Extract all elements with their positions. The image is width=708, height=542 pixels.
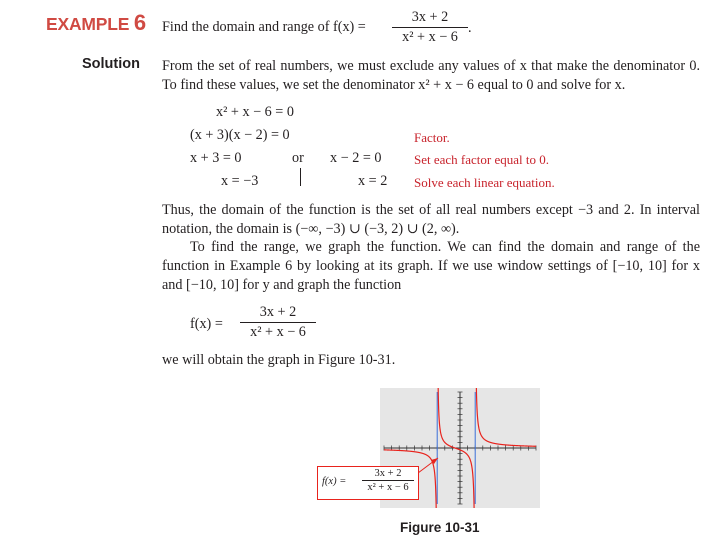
step-4-right: x = 2: [358, 173, 388, 189]
function-label-lhs: f(x) =: [322, 476, 347, 487]
example-fraction-denominator: x² + x − 6: [402, 29, 458, 45]
step-3-or: or: [292, 150, 304, 166]
step-2-note: Factor.: [414, 130, 450, 145]
or-divider-line: [300, 168, 301, 186]
example-number: 6: [133, 10, 146, 35]
function-label-box: [317, 466, 419, 500]
example-prompt: Find the domain and range of f(x) =: [162, 19, 366, 35]
obtain-sentence: we will obtain the graph in Figure 10-31.: [162, 352, 396, 368]
step-2-left: (x + 3)(x − 2) = 0: [190, 127, 290, 143]
example-period: .: [468, 20, 472, 36]
example-fraction-numerator: 3x + 2: [411, 9, 449, 25]
step-3-left: x + 3 = 0: [190, 150, 242, 166]
example-word: EXAMPLE: [46, 14, 130, 34]
figure-caption: Figure 10-31: [400, 520, 480, 535]
display-fraction: [240, 304, 316, 341]
display-numerator: 3x + 2: [259, 304, 297, 320]
display-lhs: f(x) =: [190, 316, 223, 332]
step-3-note: Set each factor equal to 0.: [414, 152, 549, 167]
step-1-left: x² + x − 6 = 0: [216, 104, 294, 120]
solution-intro: From the set of real numbers, we must exclude any values of x that make the denominator 0. To find these values, we set the denominator x² + x − 6 equal to 0 and solve for x.: [162, 58, 700, 93]
display-denominator: x² + x − 6: [250, 324, 306, 340]
example-label: [46, 10, 146, 36]
callout-arrowhead: [431, 458, 438, 464]
function-label-numerator: 3x + 2: [374, 468, 402, 479]
step-3-right: x − 2 = 0: [330, 150, 382, 166]
solution-label: Solution: [82, 56, 140, 72]
range-paragraph: To find the range, we graph the function. We can find the domain and range of the function in Example 6 by looking at its graph. If we use window settings of [−10, 10] for x and [−10, 10] for y and graph the function: [162, 239, 700, 293]
step-4-left: x = −3: [221, 173, 259, 189]
domain-paragraph: Thus, the domain of the function is the set of all real numbers except −3 and 2. In interval notation, the domain is (−∞, −3) ∪ (−3, 2) ∪ (2, ∞).: [162, 202, 700, 237]
step-4-note: Solve each linear equation.: [414, 175, 555, 190]
example-fraction: [392, 9, 468, 46]
function-label-denominator: x² + x − 6: [367, 482, 409, 493]
function-label-fraction: [362, 468, 414, 493]
